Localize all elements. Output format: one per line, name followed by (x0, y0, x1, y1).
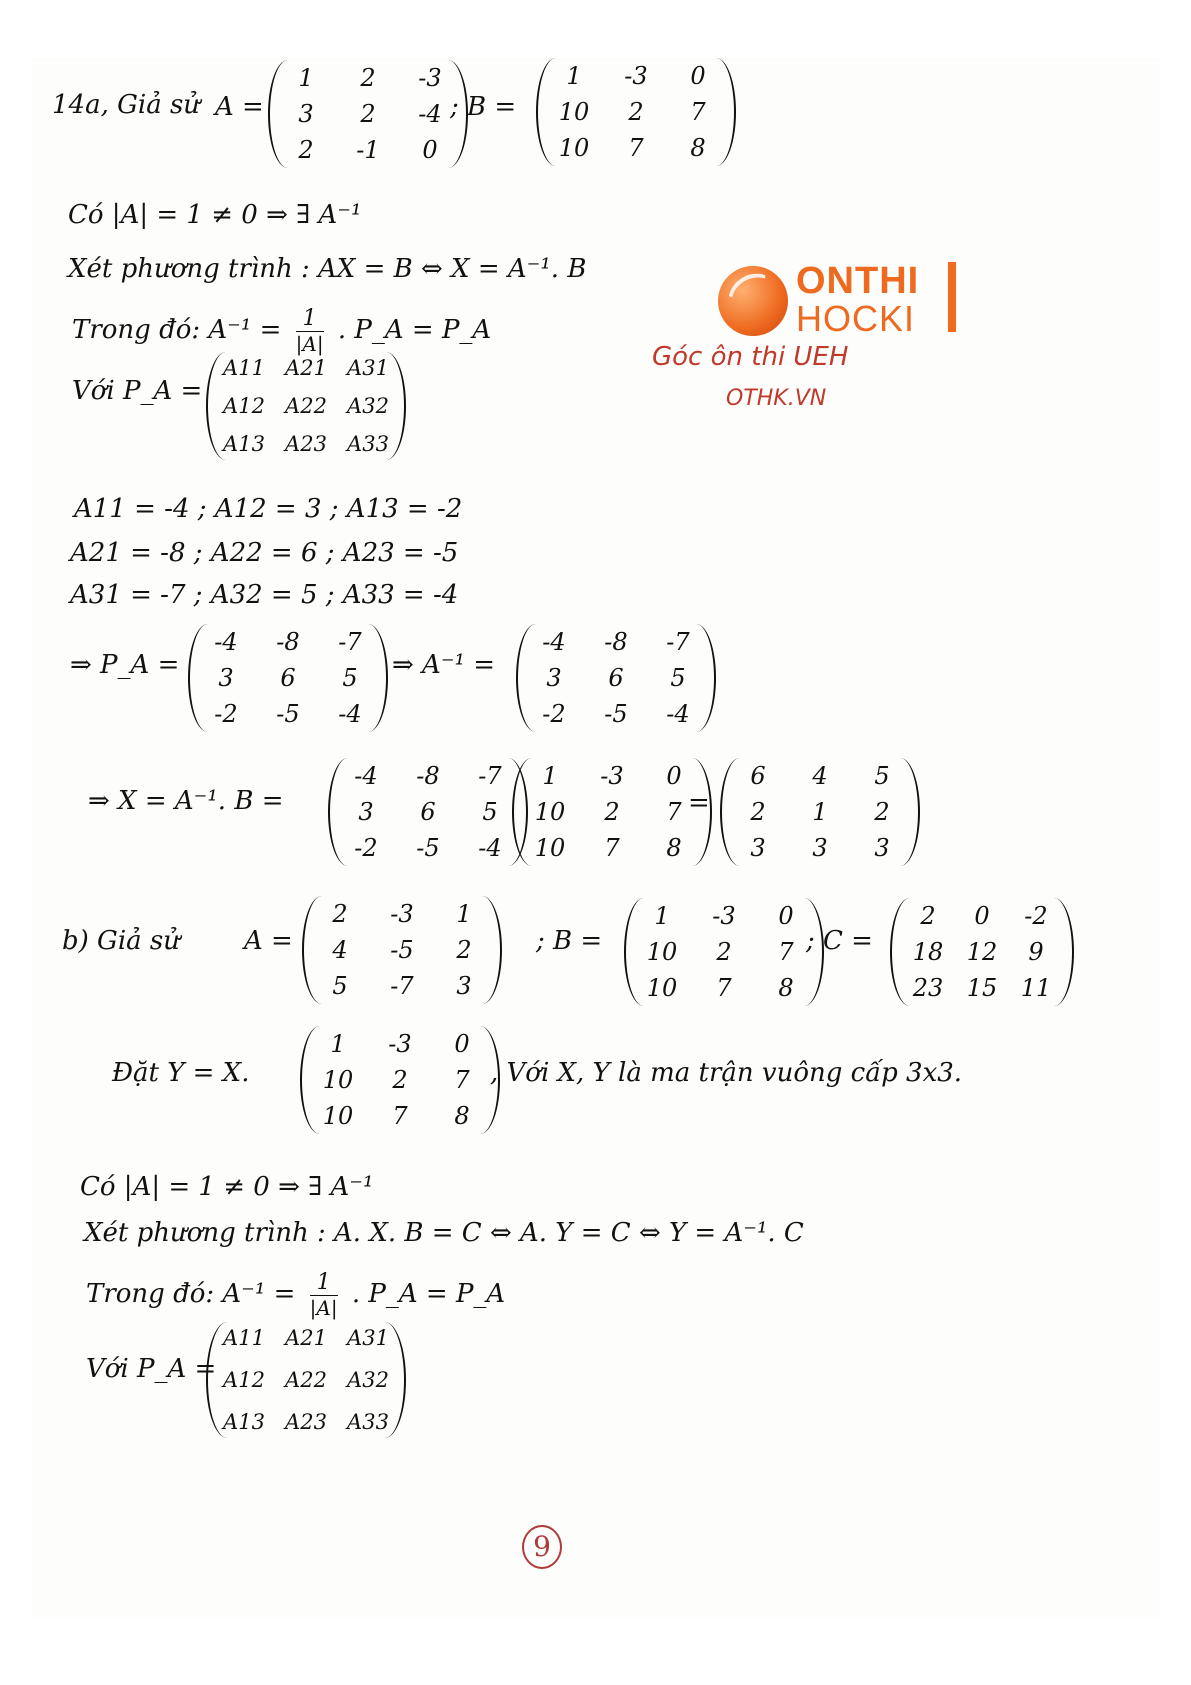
matrix-a-cell: 1 (298, 64, 314, 92)
pa-symbolic-cell: A22 (285, 394, 327, 418)
brand-site: OTHK.VN (726, 386, 827, 411)
pa-value-cell: -8 (276, 628, 300, 656)
brand-bar (948, 262, 956, 332)
matrix-c-cell: -2 (1024, 902, 1048, 930)
matrix-a-cell: 2 (360, 64, 376, 92)
ball-icon (718, 266, 788, 336)
inverse-matrix-product (328, 758, 528, 866)
matrix-b-set (300, 1026, 500, 1134)
with-label-b: Với P_A = (86, 1354, 217, 1384)
matrix-a-part-b (302, 896, 502, 1004)
matrix-b-product-cell: 7 (604, 834, 620, 862)
fraction-denominator-b: |A| (309, 1296, 338, 1320)
matrix-b-part-b (624, 898, 824, 1006)
matrix-a-b-name: A = (244, 926, 293, 956)
pa-symbolic-b-cell: A11 (223, 1326, 265, 1350)
pa-symbolic-cell: A12 (223, 394, 265, 418)
matrix-b-b-cell: 10 (646, 938, 678, 966)
pa-symbolic-cell: A21 (285, 356, 327, 380)
matrix-a-name: A = (215, 92, 264, 122)
inverse-line-b (86, 1270, 505, 1320)
matrix-a-b-cell: 3 (456, 972, 472, 1000)
with-label-a: Với P_A = (72, 376, 203, 406)
x-result-cell: 3 (812, 834, 828, 862)
matrix-b-b-cell: 8 (778, 974, 794, 1002)
brand-tagline: Góc ôn thi UEH (652, 342, 849, 372)
matrix-b-set-cell: 2 (392, 1066, 408, 1094)
pa-symbolic-cell: A32 (347, 394, 389, 418)
pa-symbolic-b-cell: A13 (223, 1410, 265, 1434)
inverse-label: ⇒ A⁻¹ = (392, 650, 496, 680)
page-number: 9 (522, 1525, 562, 1569)
matrix-c-name: ; C = (806, 926, 873, 956)
matrix-b-cell: 10 (558, 98, 590, 126)
pa-value-cell: 5 (342, 664, 358, 692)
x-result-cell: 3 (874, 834, 890, 862)
matrix-c-cell: 0 (974, 902, 990, 930)
matrix-a-b-cell: 4 (332, 936, 348, 964)
matrix-b-name: ; B = (450, 92, 517, 122)
matrix-b-product-cell: 7 (666, 798, 682, 826)
inverse-product-cell: 3 (358, 798, 374, 826)
matrix-a (268, 60, 468, 168)
matrix-a-b-cell: 1 (456, 900, 472, 928)
matrix-a-cell: -3 (418, 64, 442, 92)
matrix-c-cell: 12 (966, 938, 998, 966)
pa-symbolic-b-cell: A33 (347, 1410, 389, 1434)
matrix-b-cell: 2 (628, 98, 644, 126)
set-label: Đặt Y = X. (112, 1058, 250, 1088)
pa-value-cell: -7 (338, 628, 362, 656)
matrix-b-cell: -3 (624, 62, 648, 90)
matrix-b-set-cell: -3 (388, 1030, 412, 1058)
x-result-cell: 2 (750, 798, 766, 826)
matrix-b-b-cell: 10 (646, 974, 678, 1002)
inverse-product-cell: -4 (354, 762, 378, 790)
inverse-cell: -5 (604, 700, 628, 728)
matrix-a-b-cell: -7 (390, 972, 414, 1000)
matrix-b-b-cell: 2 (716, 938, 732, 966)
matrix-a-cell: 2 (360, 100, 376, 128)
matrix-b-product-cell: 2 (604, 798, 620, 826)
matrix-b-cell: 0 (690, 62, 706, 90)
matrix-a-cell: -1 (356, 136, 380, 164)
matrix-c-cell: 2 (920, 902, 936, 930)
matrix-b-product-cell: 0 (666, 762, 682, 790)
equation-line-a: Xét phương trình : AX = B ⇔ X = A⁻¹. B (68, 254, 587, 284)
pa-symbolic-b-cell: A31 (347, 1326, 389, 1350)
matrix-c-cell: 9 (1028, 938, 1044, 966)
matrix-b-cell: 10 (558, 134, 590, 162)
pa-symbolic-cell: A13 (223, 432, 265, 456)
matrix-c-cell: 23 (912, 974, 944, 1002)
matrix-a-cell: 2 (298, 136, 314, 164)
matrix-b-cell: 7 (690, 98, 706, 126)
pa-symbolic-b-cell: A23 (285, 1410, 327, 1434)
equals-sign: = (688, 788, 710, 818)
inverse-product-cell: -5 (416, 834, 440, 862)
matrix-b-cell: 1 (566, 62, 582, 90)
fraction (296, 306, 324, 356)
inverse-line-a (72, 306, 491, 356)
matrix-b-b-cell: 7 (716, 974, 732, 1002)
matrix-b-b-cell: 0 (778, 902, 794, 930)
inverse-cell: 6 (608, 664, 624, 692)
matrix-b (536, 58, 736, 166)
inverse-cell: 5 (670, 664, 686, 692)
section-a-label: 14a, Giả sử (52, 90, 201, 120)
set-suffix: , Với X, Y là ma trận vuông cấp 3x3. (490, 1058, 963, 1088)
section-b-label: b) Giả sử (62, 926, 180, 956)
pa-symbolic-b-cell: A21 (285, 1326, 327, 1350)
inverse-cell: -4 (666, 700, 690, 728)
matrix-b-b-cell: 7 (778, 938, 794, 966)
x-result-cell: 5 (874, 762, 890, 790)
x-result-cell: 1 (812, 798, 828, 826)
cofactor-row-1: A11 = -4 ; A12 = 3 ; A13 = -2 (74, 494, 463, 524)
pa-symbolic-matrix-b (206, 1322, 406, 1438)
pa-label: ⇒ P_A = (70, 650, 180, 680)
pa-value-cell: -4 (338, 700, 362, 728)
matrix-b-product-cell: 10 (534, 798, 566, 826)
matrix-b-set-cell: 0 (454, 1030, 470, 1058)
matrix-a-cell: -4 (418, 100, 442, 128)
inverse-prefix: Trong đó: A⁻¹ = (72, 315, 282, 345)
det-line-a: Có |A| = 1 ≠ 0 ⇒ ∃ A⁻¹ (68, 200, 362, 230)
inverse-cell: -2 (542, 700, 566, 728)
matrix-a-cell: 3 (298, 100, 314, 128)
fraction-denominator: |A| (295, 332, 324, 356)
equation-line-b: Xét phương trình : A. X. B = C ⇔ A. Y = C ⇔ Y = A⁻¹. C (84, 1218, 804, 1248)
cofactor-row-2: A21 = -8 ; A22 = 6 ; A23 = -5 (70, 538, 459, 568)
matrix-b-product-cell: 1 (542, 762, 558, 790)
brand-logo (714, 248, 964, 344)
x-result-matrix (720, 758, 920, 866)
matrix-b-cell: 8 (690, 134, 706, 162)
matrix-b-set-cell: 8 (454, 1102, 470, 1130)
matrix-a-b-cell: -5 (390, 936, 414, 964)
inverse-cell: -7 (666, 628, 690, 656)
matrix-c-cell: 15 (966, 974, 998, 1002)
inverse-suffix-b: . P_A = P_A (351, 1279, 506, 1309)
x-label: ⇒ X = A⁻¹. B = (88, 786, 284, 816)
matrix-a-b-cell: 2 (456, 936, 472, 964)
inverse-cell: 3 (546, 664, 562, 692)
matrix-b-product (512, 758, 712, 866)
inverse-prefix-b: Trong đó: A⁻¹ = (86, 1279, 296, 1309)
x-result-cell: 6 (750, 762, 766, 790)
brand-line-2: HOCKI (796, 298, 916, 339)
pa-symbolic-cell: A31 (347, 356, 389, 380)
pa-value-cell: -5 (276, 700, 300, 728)
matrix-b-b-cell: 1 (654, 902, 670, 930)
matrix-b-b-cell: -3 (712, 902, 736, 930)
matrix-b-set-cell: 10 (322, 1102, 354, 1130)
x-result-cell: 4 (812, 762, 828, 790)
brand-line-1: ONTHI (796, 260, 920, 302)
matrix-b-set-cell: 7 (392, 1102, 408, 1130)
matrix-b-set-cell: 1 (330, 1030, 346, 1058)
pa-value-cell: -2 (214, 700, 238, 728)
pa-value-cell: 3 (218, 664, 234, 692)
inverse-product-cell: 5 (482, 798, 498, 826)
pa-symbolic-matrix-a (206, 352, 406, 460)
matrix-b-b-name: ; B = (536, 926, 603, 956)
matrix-c-cell: 18 (912, 938, 944, 966)
matrix-b-set-cell: 10 (322, 1066, 354, 1094)
pa-symbolic-b-cell: A32 (347, 1368, 389, 1392)
matrix-a-cell: 0 (422, 136, 438, 164)
matrix-b-product-cell: 8 (666, 834, 682, 862)
pa-symbolic-cell: A33 (347, 432, 389, 456)
matrix-b-product-cell: -3 (600, 762, 624, 790)
inverse-product-cell: 6 (420, 798, 436, 826)
pa-symbolic-cell: A23 (285, 432, 327, 456)
inverse-product-cell: -8 (416, 762, 440, 790)
x-result-cell: 2 (874, 798, 890, 826)
fraction-numerator-b: 1 (310, 1270, 338, 1296)
matrix-c (890, 898, 1074, 1006)
matrix-b-cell: 7 (628, 134, 644, 162)
matrix-b-product-cell: 10 (534, 834, 566, 862)
pa-values-matrix (188, 624, 388, 732)
inverse-product-cell: -4 (478, 834, 502, 862)
inverse-product-cell: -7 (478, 762, 502, 790)
fraction-b (310, 1270, 338, 1320)
inverse-cell: -4 (542, 628, 566, 656)
pa-symbolic-b-cell: A12 (223, 1368, 265, 1392)
pa-symbolic-b-cell: A22 (285, 1368, 327, 1392)
matrix-b-set-cell: 7 (454, 1066, 470, 1094)
inverse-matrix (516, 624, 716, 732)
inverse-cell: -8 (604, 628, 628, 656)
x-result-cell: 3 (750, 834, 766, 862)
matrix-a-b-cell: 2 (332, 900, 348, 928)
matrix-a-b-cell: -3 (390, 900, 414, 928)
inverse-suffix: . P_A = P_A (337, 315, 492, 345)
pa-symbolic-cell: A11 (223, 356, 265, 380)
pa-value-cell: -4 (214, 628, 238, 656)
inverse-product-cell: -2 (354, 834, 378, 862)
fraction-numerator: 1 (296, 306, 324, 332)
pa-value-cell: 6 (280, 664, 296, 692)
cofactor-row-3: A31 = -7 ; A32 = 5 ; A33 = -4 (70, 580, 459, 610)
matrix-a-b-cell: 5 (332, 972, 348, 1000)
matrix-c-cell: 11 (1020, 974, 1052, 1002)
det-line-b: Có |A| = 1 ≠ 0 ⇒ ∃ A⁻¹ (80, 1172, 374, 1202)
